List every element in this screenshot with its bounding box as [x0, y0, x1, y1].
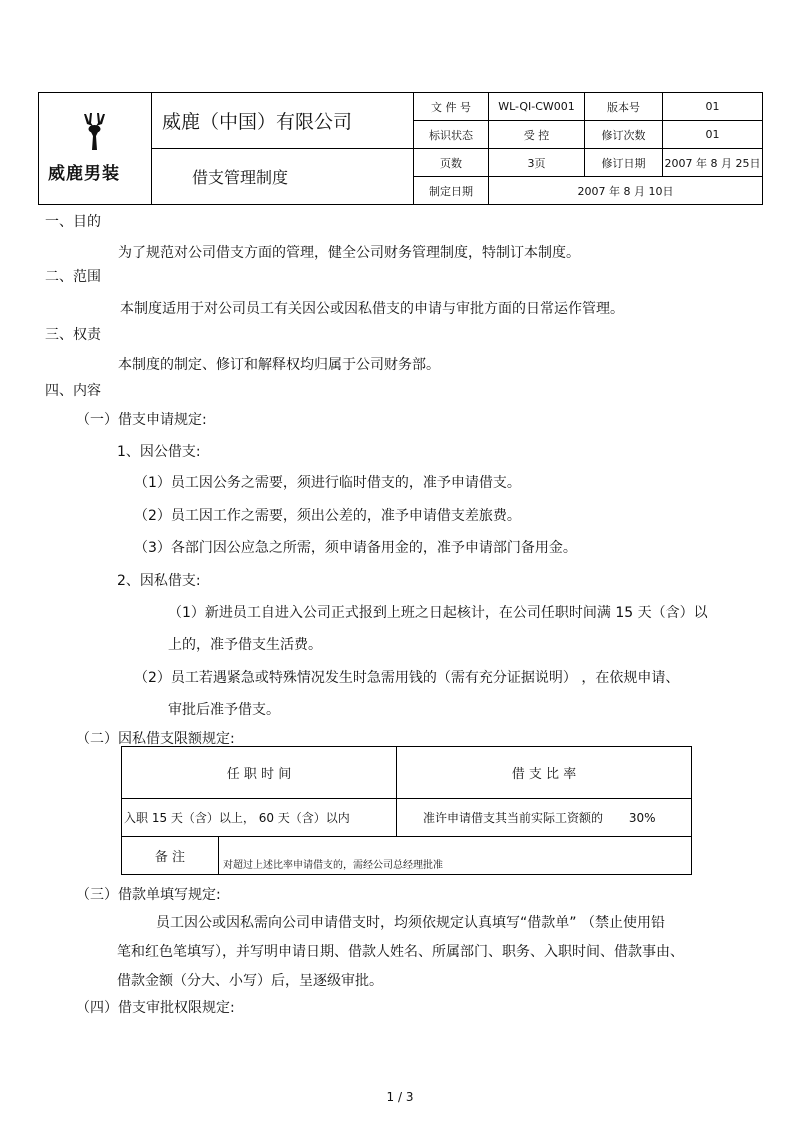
subsection-1-title: （一）借支申请规定:	[76, 412, 207, 428]
section-1-title: 一、目的	[45, 214, 101, 230]
subsection-3-title: （三）借款单填写规定:	[76, 887, 221, 903]
revision-date-label: 修订日期	[585, 149, 663, 177]
item-2-2-line1: （2）员工若遇紧急或特殊情况发生时急需用钱的（需有充分证据说明） ，在依规申请、	[134, 670, 680, 686]
item-1-1: （1）员工因公务之需要，须进行临时借支的，准予申请借支。	[134, 475, 521, 491]
section-1-text: 为了规范对公司借支方面的管理，健全公司财务管理制度，特制订本制度。	[118, 245, 580, 261]
subsection-4-title: （四）借支审批权限规定:	[76, 1000, 235, 1016]
section-2-title: 二、范围	[45, 269, 101, 285]
made-date-value: 2007 年 8 月 10日	[489, 177, 763, 205]
borrow-limit-table	[121, 746, 692, 875]
note-label: 备 注	[122, 837, 219, 875]
subsection-2-title: （二）因私借支限额规定:	[76, 731, 235, 747]
section-4-title: 四、内容	[45, 383, 101, 399]
limit-row-period: 入职 15 天（含）以上， 60 天（含）以内	[122, 799, 397, 837]
page-number: 1 / 3	[386, 1090, 414, 1104]
item-1-title: 1、因公借支:	[117, 444, 201, 460]
section-3-title: 三、权责	[45, 327, 101, 343]
version-value: 01	[663, 93, 763, 121]
company-name: 威鹿（中国）有限公司	[152, 93, 414, 149]
item-2-title: 2、因私借支:	[117, 573, 201, 589]
item-2-2-line2: 审批后准予借支。	[168, 702, 280, 718]
logo-text: 威鹿男装	[48, 164, 120, 184]
limit-header-rate: 借 支 比 率	[397, 747, 692, 799]
pages-label: 页数	[414, 149, 489, 177]
limit-row-rate	[397, 799, 692, 837]
limit-row-rate-text: 准许申请借支其当前实际工资额的	[423, 811, 604, 825]
subsection-3-line2: 笔和红色笔填写），并写明申请日期、借款人姓名、所属部门、职务、入职时间、借款事由、	[117, 944, 684, 960]
limit-header-period: 任 职 时 间	[122, 747, 397, 799]
item-2-1-line1: （1）新进员工自进入公司正式报到上班之日起核计，在公司任职时间满 15 天（含）以	[168, 605, 708, 621]
made-date-label: 制定日期	[414, 177, 489, 205]
status-value: 受 控	[489, 121, 585, 149]
subsection-3-line3: 借款金额（分大、小写）后，呈逐级审批。	[117, 973, 383, 989]
subsection-3-line1: 员工因公或因私需向公司申请借支时，均须依规定认真填写“借款单” （禁止使用铅	[156, 915, 665, 931]
revision-date-value: 2007 年 8 月 25日	[663, 149, 763, 177]
item-2-1-line2: 上的，准予借支生活费。	[168, 637, 322, 653]
section-2-text: 本制度适用于对公司员工有关因公或因私借支的申请与审批方面的日常运作管理。	[120, 301, 624, 317]
revision-count-label: 修订次数	[585, 121, 663, 149]
note-text: 对超过上述比率申请借支的，需经公司总经理批准	[219, 837, 692, 875]
revision-count-value: 01	[663, 121, 763, 149]
file-no-value: WL-QI-CW001	[489, 93, 585, 121]
item-1-3: （3）各部门因公应急之所需，须申请备用金的，准予申请部门备用金。	[134, 540, 577, 556]
file-no-label: 文 件 号	[414, 93, 489, 121]
document-header-table	[38, 92, 763, 205]
item-1-2: （2）员工因工作之需要，须出公差的，准予申请借支差旅费。	[134, 508, 521, 524]
document-title: 借支管理制度	[152, 149, 414, 205]
status-label: 标识状态	[414, 121, 489, 149]
section-3-text: 本制度的制定、修订和解释权均归属于公司财务部。	[118, 357, 440, 373]
limit-row-percent: 30%	[628, 811, 656, 825]
pages-value: 3页	[489, 149, 585, 177]
version-label: 版本号	[585, 93, 663, 121]
